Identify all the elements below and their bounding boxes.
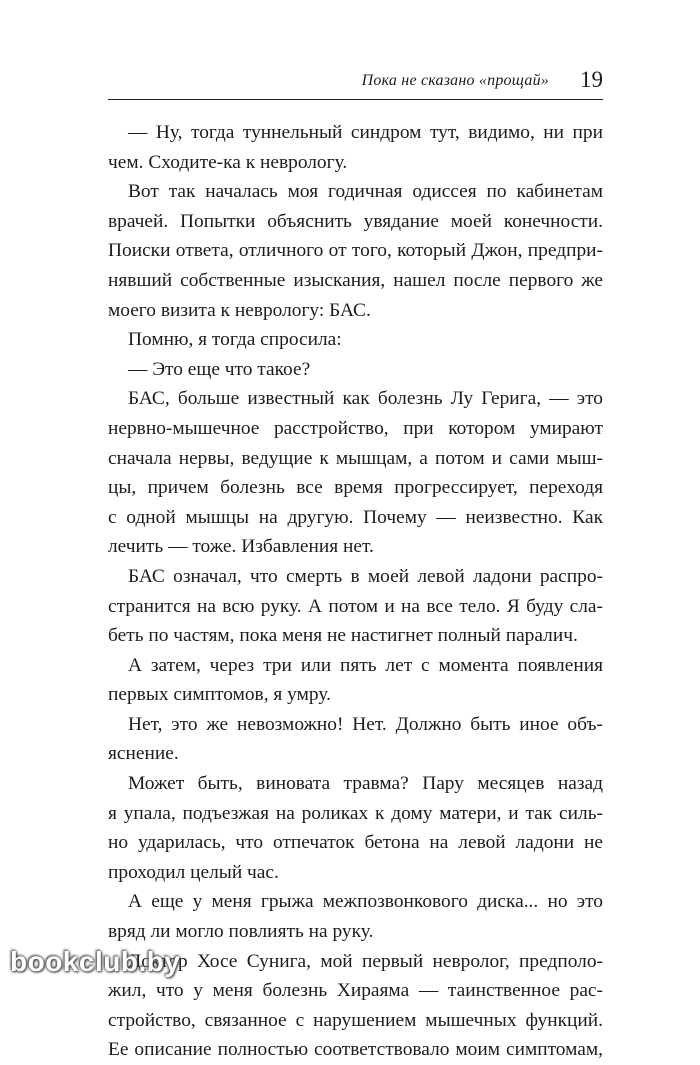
- text-line: Доктор Хосе Сунига, мой первый невролог, предполо-: [128, 950, 603, 972]
- text-line: я упала, подъезжая на роликах к дому матери, и так силь-: [108, 802, 603, 824]
- text-line: Вот так началась моя годичная одиссея по кабинетам: [128, 181, 603, 203]
- text-line: Поиски ответа, отличного от того, который Джон, предпри-: [108, 240, 603, 262]
- page-number: 19: [580, 67, 603, 92]
- text-line: вряд ли могло повлиять на руку.: [108, 921, 374, 943]
- text-line: странится на всю руку. А потом и на все тело. Я буду сла-: [108, 595, 603, 617]
- text-line: БАС, больше известный как болезнь Лу Герига, — это: [128, 388, 603, 410]
- text-line: Может быть, виновата травма? Пару месяцев назад: [128, 773, 603, 795]
- text-line: сначала нервы, ведущие к мышцам, а потом и сами мыш-: [108, 447, 603, 469]
- text-line: нервно-мышечное расстройство, при котором умирают: [108, 417, 603, 439]
- text-line: — Это еще что такое?: [128, 358, 311, 380]
- text-line: БАС означал, что смерть в моей левой ладони распро-: [128, 565, 603, 587]
- text-line: беть по частям, пока меня не настигнет полный паралич.: [108, 625, 578, 647]
- text-line: А еще у меня грыжа межпозвонкового диска... но это: [128, 891, 603, 913]
- text-line: но ударилась, что отпечаток бетона на левой ладони не: [108, 832, 603, 854]
- text-line: лечить — тоже. Избавления нет.: [108, 536, 374, 558]
- text-line: проходил целый час.: [108, 861, 279, 883]
- text-line: Ее описание полностью соответствовало моим симптомам,: [108, 1039, 603, 1061]
- text-line: первых симптомов, я умру.: [108, 684, 331, 706]
- text-line: яснение.: [108, 743, 179, 765]
- text-line: врачей. Попытки объяснить увядание моей конечности.: [108, 210, 603, 232]
- text-line: нявший собственные изыскания, нашел после первого же: [108, 269, 603, 291]
- text-line: А затем, через три или пять лет с момента появления: [128, 654, 603, 676]
- text-line: с одной мышцы на другую. Почему — неизвестно. Как: [108, 506, 603, 528]
- watermark-logo: bookclub.by: [10, 946, 181, 977]
- text-line: чем. Сходите-ка к неврологу.: [108, 151, 348, 173]
- running-header: [108, 66, 603, 100]
- text-line: Помню, я тогда спросила:: [128, 329, 342, 351]
- text-line: Нет, это же невозможно! Нет. Должно быть иное объ-: [128, 713, 603, 735]
- text-line: жил, что у меня болезнь Хираяма — таинственное рас-: [108, 980, 603, 1002]
- text-line: стройство, связанное с нарушением мышечных функций.: [108, 1009, 603, 1031]
- running-header-title: Пока не сказано «прощай»: [361, 72, 549, 89]
- header-rule: [108, 99, 603, 100]
- text-line: цы, причем болезнь все время прогрессирует, переходя: [108, 477, 603, 499]
- text-line: моего визита к неврологу: БАС.: [108, 299, 371, 321]
- text-line: — Ну, тогда туннельный синдром тут, видимо, ни при: [128, 122, 603, 143]
- body-text: [108, 118, 603, 1065]
